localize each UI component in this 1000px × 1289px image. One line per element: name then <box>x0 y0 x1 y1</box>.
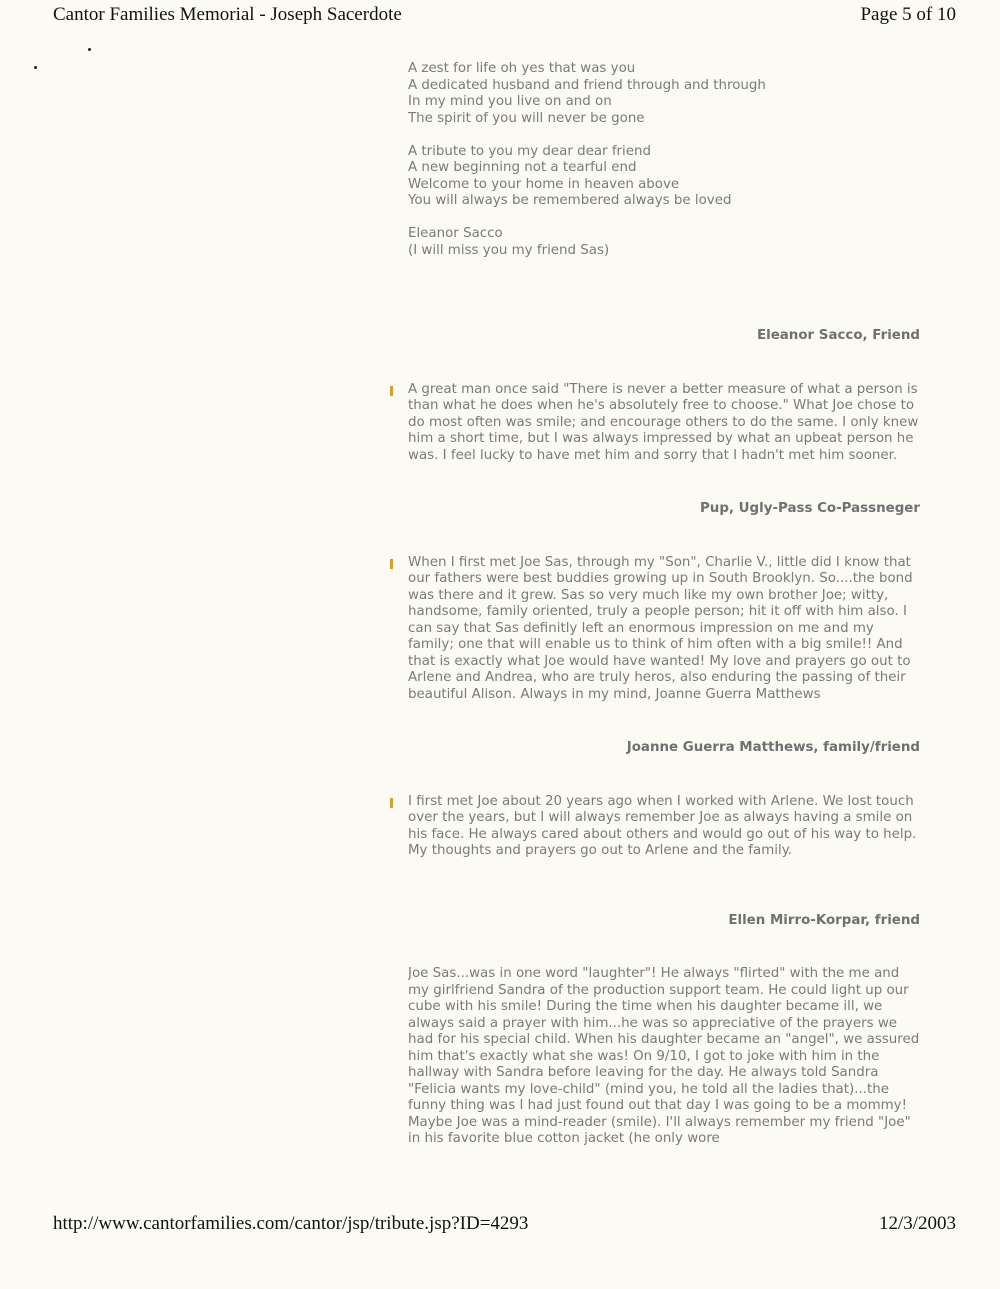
tribute-author: Joanne Guerra Matthews, family/friend <box>626 740 920 755</box>
poem-signature <box>408 226 920 259</box>
bullet-bar-icon <box>390 559 393 569</box>
tribute-entry <box>408 555 920 704</box>
signature-line: Eleanor Sacco <box>408 226 503 241</box>
bullet-bar-icon <box>390 386 393 396</box>
tribute-text: Joe Sas...was in one word "laughter"! He always "flirted" with the me and my girlfriend Sandra of the production support team. He could light up our cube with his smile! During the time when his daughter became ill, we always said a prayer with him...he was so appreciative of the prayers we had for his special child. When his daughter became an "angel", we assured him that's exactly what she was! On 9/10, I got to joke with him in the hallway with Sandra before leaving for the day. He always told Sandra "Felicia wants my love-child" (mind you, he told all the ladies that)...the funny thing was I had just found out that day I was going to be a mommy! Maybe Joe was a mind-reader (smile). I'll always remember my friend "Joe" in his favorite blue cotton jacket (he only wore <box>408 966 920 1146</box>
scan-speck <box>34 66 37 69</box>
tribute-content <box>408 61 920 1150</box>
poem-line: A zest for life oh yes that was you <box>408 61 636 76</box>
signature-line: (I will miss you my friend Sas) <box>408 242 610 258</box>
tribute-text: A great man once said "There is never a better measure of what a person is than what he does when he's absolutely free to choose." What Joe chose to do most often was smile; and encourage others to do the same. I only knew him a short time, but I was always impressed by what an upbeat person he was. I feel lucky to have met him and sorry that I hadn't met him sooner. <box>408 381 919 463</box>
poem-line: The spirit of you will never be gone <box>408 110 645 126</box>
tribute-text: When I first met Joe Sas, through my "Son", Charlie V., little did I know that our fathers were best buddies growing up in South Brooklyn. So....the bond was there and it grew. Sas so very much like my own brother Joe; witty, handsome, family oriented, truly a people person; hit it off with him also. I can say that Sas definitly left an enormous impression on me and my family; one that will enable us to think of him often with a big smile!! And that is exactly what Joe would have wanted! My love and prayers go out to Arlene and Andrea, who are truly heros, also enduring the passing of their beautiful Alison. Always in my mind, Joanne Guerra Matthews <box>408 554 913 702</box>
print-date: 12/3/2003 <box>878 1213 956 1234</box>
poem-stanza <box>408 61 920 127</box>
bullet-bar-icon <box>390 798 393 808</box>
page-number: Page 5 of 10 <box>860 4 956 25</box>
poem-line: In my mind you live on and on <box>408 94 612 109</box>
document-title: Cantor Families Memorial - Joseph Sacerdote <box>53 4 402 25</box>
page-url: http://www.cantorfamilies.com/cantor/jsp/tribute.jsp?ID=4293 <box>53 1213 529 1234</box>
tribute-entry <box>408 382 920 465</box>
poem-line: You will always be remembered always be loved <box>408 193 732 208</box>
tribute-author: Eleanor Sacco, Friend <box>756 328 920 343</box>
tribute-author: Ellen Mirro-Korpar, friend <box>728 912 920 928</box>
tribute-entry <box>408 966 920 1150</box>
scan-speck <box>88 48 91 51</box>
tribute-author: Pup, Ugly-Pass Co-Passneger <box>699 501 920 516</box>
poem-line: A dedicated husband and friend through and through <box>408 77 766 93</box>
poem-line: A tribute to you my dear dear friend <box>408 143 651 159</box>
tribute-entry <box>408 794 920 860</box>
poem-line: A new beginning not a tearful end <box>408 160 637 175</box>
poem-line: Welcome to your home in heaven above <box>408 176 680 192</box>
poem-stanza <box>408 144 920 210</box>
tribute-text: I first met Joe about 20 years ago when I worked with Arlene. We lost touch over the years, but I will always remember Joe as always having a smile on his face. He always cared about others and would go out of his way to help. My thoughts and prayers go out to Arlene and the family. <box>408 793 917 858</box>
